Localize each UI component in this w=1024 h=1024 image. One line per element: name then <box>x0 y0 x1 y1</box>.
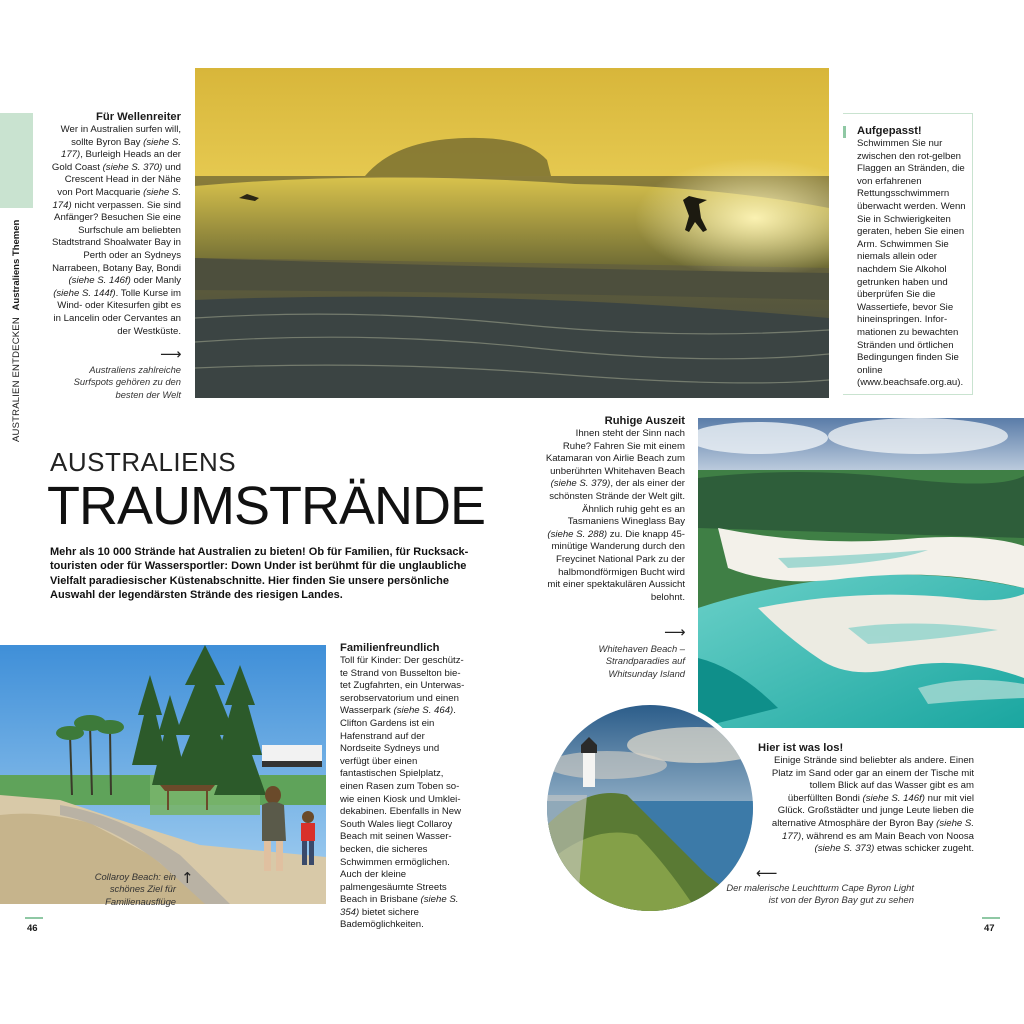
busy-text: , während es am Main Beach von Noosa <box>801 830 974 842</box>
quiet-heading: Ruhige Auszeit <box>604 415 685 427</box>
page-number-left: 46 <box>27 923 38 934</box>
family-text: Toll für Kinder: Der geschützte Strand von Busselton bietet Zugfahrten, ein Unterwasserobservatorium und einen Wasserpark <box>340 655 465 717</box>
busy-caption-arrow-icon: ⟵ <box>756 864 778 882</box>
quiet-text: Ihnen steht der Sinn nach Ruhe? Fahren Sie mit einem Katamaran von Airlie Beach zum unberührten Whitehaven Beach <box>545 428 685 477</box>
family-text-block <box>340 641 465 932</box>
title-kicker: AUSTRALIENS <box>50 447 237 477</box>
page-number-bar-left <box>25 917 43 919</box>
surf-text: und Crescent Head in der Nähe von Port Macquarie <box>57 161 181 198</box>
page-number-bar-right <box>982 917 1000 919</box>
family-text: bietet sichere Bademöglichkeiten. <box>340 906 424 931</box>
quiet-text-block <box>545 414 685 604</box>
surf-heading: Für Wellenreiter <box>96 111 181 123</box>
surf-text-block <box>50 110 181 338</box>
surf-ref: (siehe S. 177) <box>61 136 181 161</box>
family-photo <box>0 645 326 904</box>
caution-accent-bar <box>843 126 846 138</box>
surf-text: oder Manly <box>130 275 181 287</box>
busy-text-block <box>758 741 974 856</box>
surf-ref: (siehe S. 370) <box>102 161 163 173</box>
caution-text: Schwimmen Sie nur zwischen den rot-gelben Flaggen an Stränden, die von erfahrenen Rettungsschwimmern überwacht werden. Wenn Sie in Schwierigkeiten geraten, heben Sie einen Arm. Schwimmen Sie niemals allein oder nachdem Sie Alkohol getrunken haben und überprüfen Sie die Wassertiefe, bevor Sie hineinspringen. Informationen zu bewachten Stränden und örtlichen Bedingungen finden Sie online (www.beachsafe.org.au). <box>857 138 966 389</box>
family-ref: (siehe S. 464) <box>393 705 454 717</box>
surf-text: nicht verpassen. Sie sind Anfänger? Besuchen Sie eine Surfschule am beliebten Stadtstrand Shoalwater Bay in Perth oder an Sydneys Narrabeen, Botany Bay, Bondi <box>51 199 181 274</box>
caution-box <box>843 113 973 395</box>
side-tab-section: AUSTRALIEN ENTDECKEN <box>11 317 22 442</box>
surf-photo <box>195 68 829 398</box>
surf-text: Wer in Australien surfen will, sollte Byron Bay <box>60 124 181 148</box>
surf-text: . Tolle Kurse im Wind- oder Kitesurfen gibt es in Lancelin oder Cervantes an der Westküste. <box>53 287 181 337</box>
busy-ref: (siehe S. 177) <box>782 817 974 842</box>
surf-text: , Burleigh Heads an der Gold Coast <box>51 149 181 173</box>
whitehaven-photo <box>698 418 1024 728</box>
side-tab-topic: Australiens Themen <box>11 219 22 311</box>
quiet-ref: (siehe S. 379) <box>550 478 611 490</box>
busy-text: etwas schicker zugeht. <box>874 843 974 855</box>
surf-ref: (siehe S. 174) <box>52 186 181 211</box>
busy-text: Einige Strände sind beliebter als andere. Einen Platz im Sand oder gar an einem der Tische mit tollem Blick auf das Wasser gibt es am überfüllten Bondi <box>771 755 974 804</box>
quiet-text: zu. Die knapp 45-minütige Wanderung durch den Freycinet National Park zu der halbmondförmigen Bucht wird mit einer spektakulären Aussicht belohnt. <box>547 528 685 603</box>
page-title: TRAUMSTRÄNDE <box>47 476 486 536</box>
busy-heading: Hier ist was los! <box>758 742 844 754</box>
surf-ref: (siehe S. 146f) <box>68 275 131 287</box>
caution-text-block <box>857 124 969 390</box>
family-ref: (siehe S. 354) <box>340 894 459 918</box>
side-tab-label <box>10 112 24 442</box>
caution-heading: Aufgepasst! <box>857 125 922 137</box>
surf-caption: Australiens zahlreiche Surfspots gehören zu den besten der Welt <box>73 364 181 400</box>
busy-ref: (siehe S. 146f) <box>862 792 925 804</box>
family-text: . Clifton Gardens ist ein Hafenstrand auf der Nordseite Sydneys und verfügt über einen fantastischen Spielplatz, einen Rasen zum Toben sowie einen Kiosk und Umkleidekabinen. Ebenfalls in New South Wales liegt Collaroy Beach mit seinen Wasserbecken, die sicheres Schwimmen ermöglichen. Auch der kleine palmengesäumte Streets Beach in Brisbane <box>340 705 462 906</box>
surf-caption-arrow-icon: ⟶ <box>160 345 182 363</box>
quiet-caption: Whitehaven Beach – Strandparadies auf Whitsunday Island <box>598 643 685 679</box>
quiet-text: , der als einer der schönsten Strände der Welt gilt. Ähnlich ruhig geht es an Tasmaniens Wineglass Bay <box>549 478 685 528</box>
family-caption: Collaroy Beach: ein schönes Ziel für Familienausflüge <box>94 871 176 907</box>
intro-text: Mehr als 10 000 Strände hat Australien zu bieten! Ob für Familien, für Rucksacktouristen oder für Wassersportler: Down Under ist berühmt für die unglaubliche Vielfalt paradiesischer Küstenabschnitte. Hier finden Sie unsere persönliche Auswahl der legendärsten Strände des riesigen Landes. <box>50 546 469 602</box>
family-heading: Familienfreundlich <box>340 642 440 654</box>
family-caption-arrow-icon: ↑ <box>181 869 194 887</box>
page-number-right: 47 <box>984 923 995 934</box>
quiet-ref: (siehe S. 288) <box>547 528 608 540</box>
busy-caption: Der malerische Leuchtturm Cape Byron Light ist von der Byron Bay gut zu sehen <box>726 882 914 906</box>
busy-ref: (siehe S. 373) <box>814 843 875 855</box>
busy-text: nur mit viel Glück. Großstädter und junge Leute lieben die alternative Atmosphäre der Byron Bay <box>771 792 974 829</box>
surf-ref: (siehe S. 144f) <box>53 287 116 299</box>
quiet-caption-arrow-icon: ⟶ <box>664 623 686 641</box>
